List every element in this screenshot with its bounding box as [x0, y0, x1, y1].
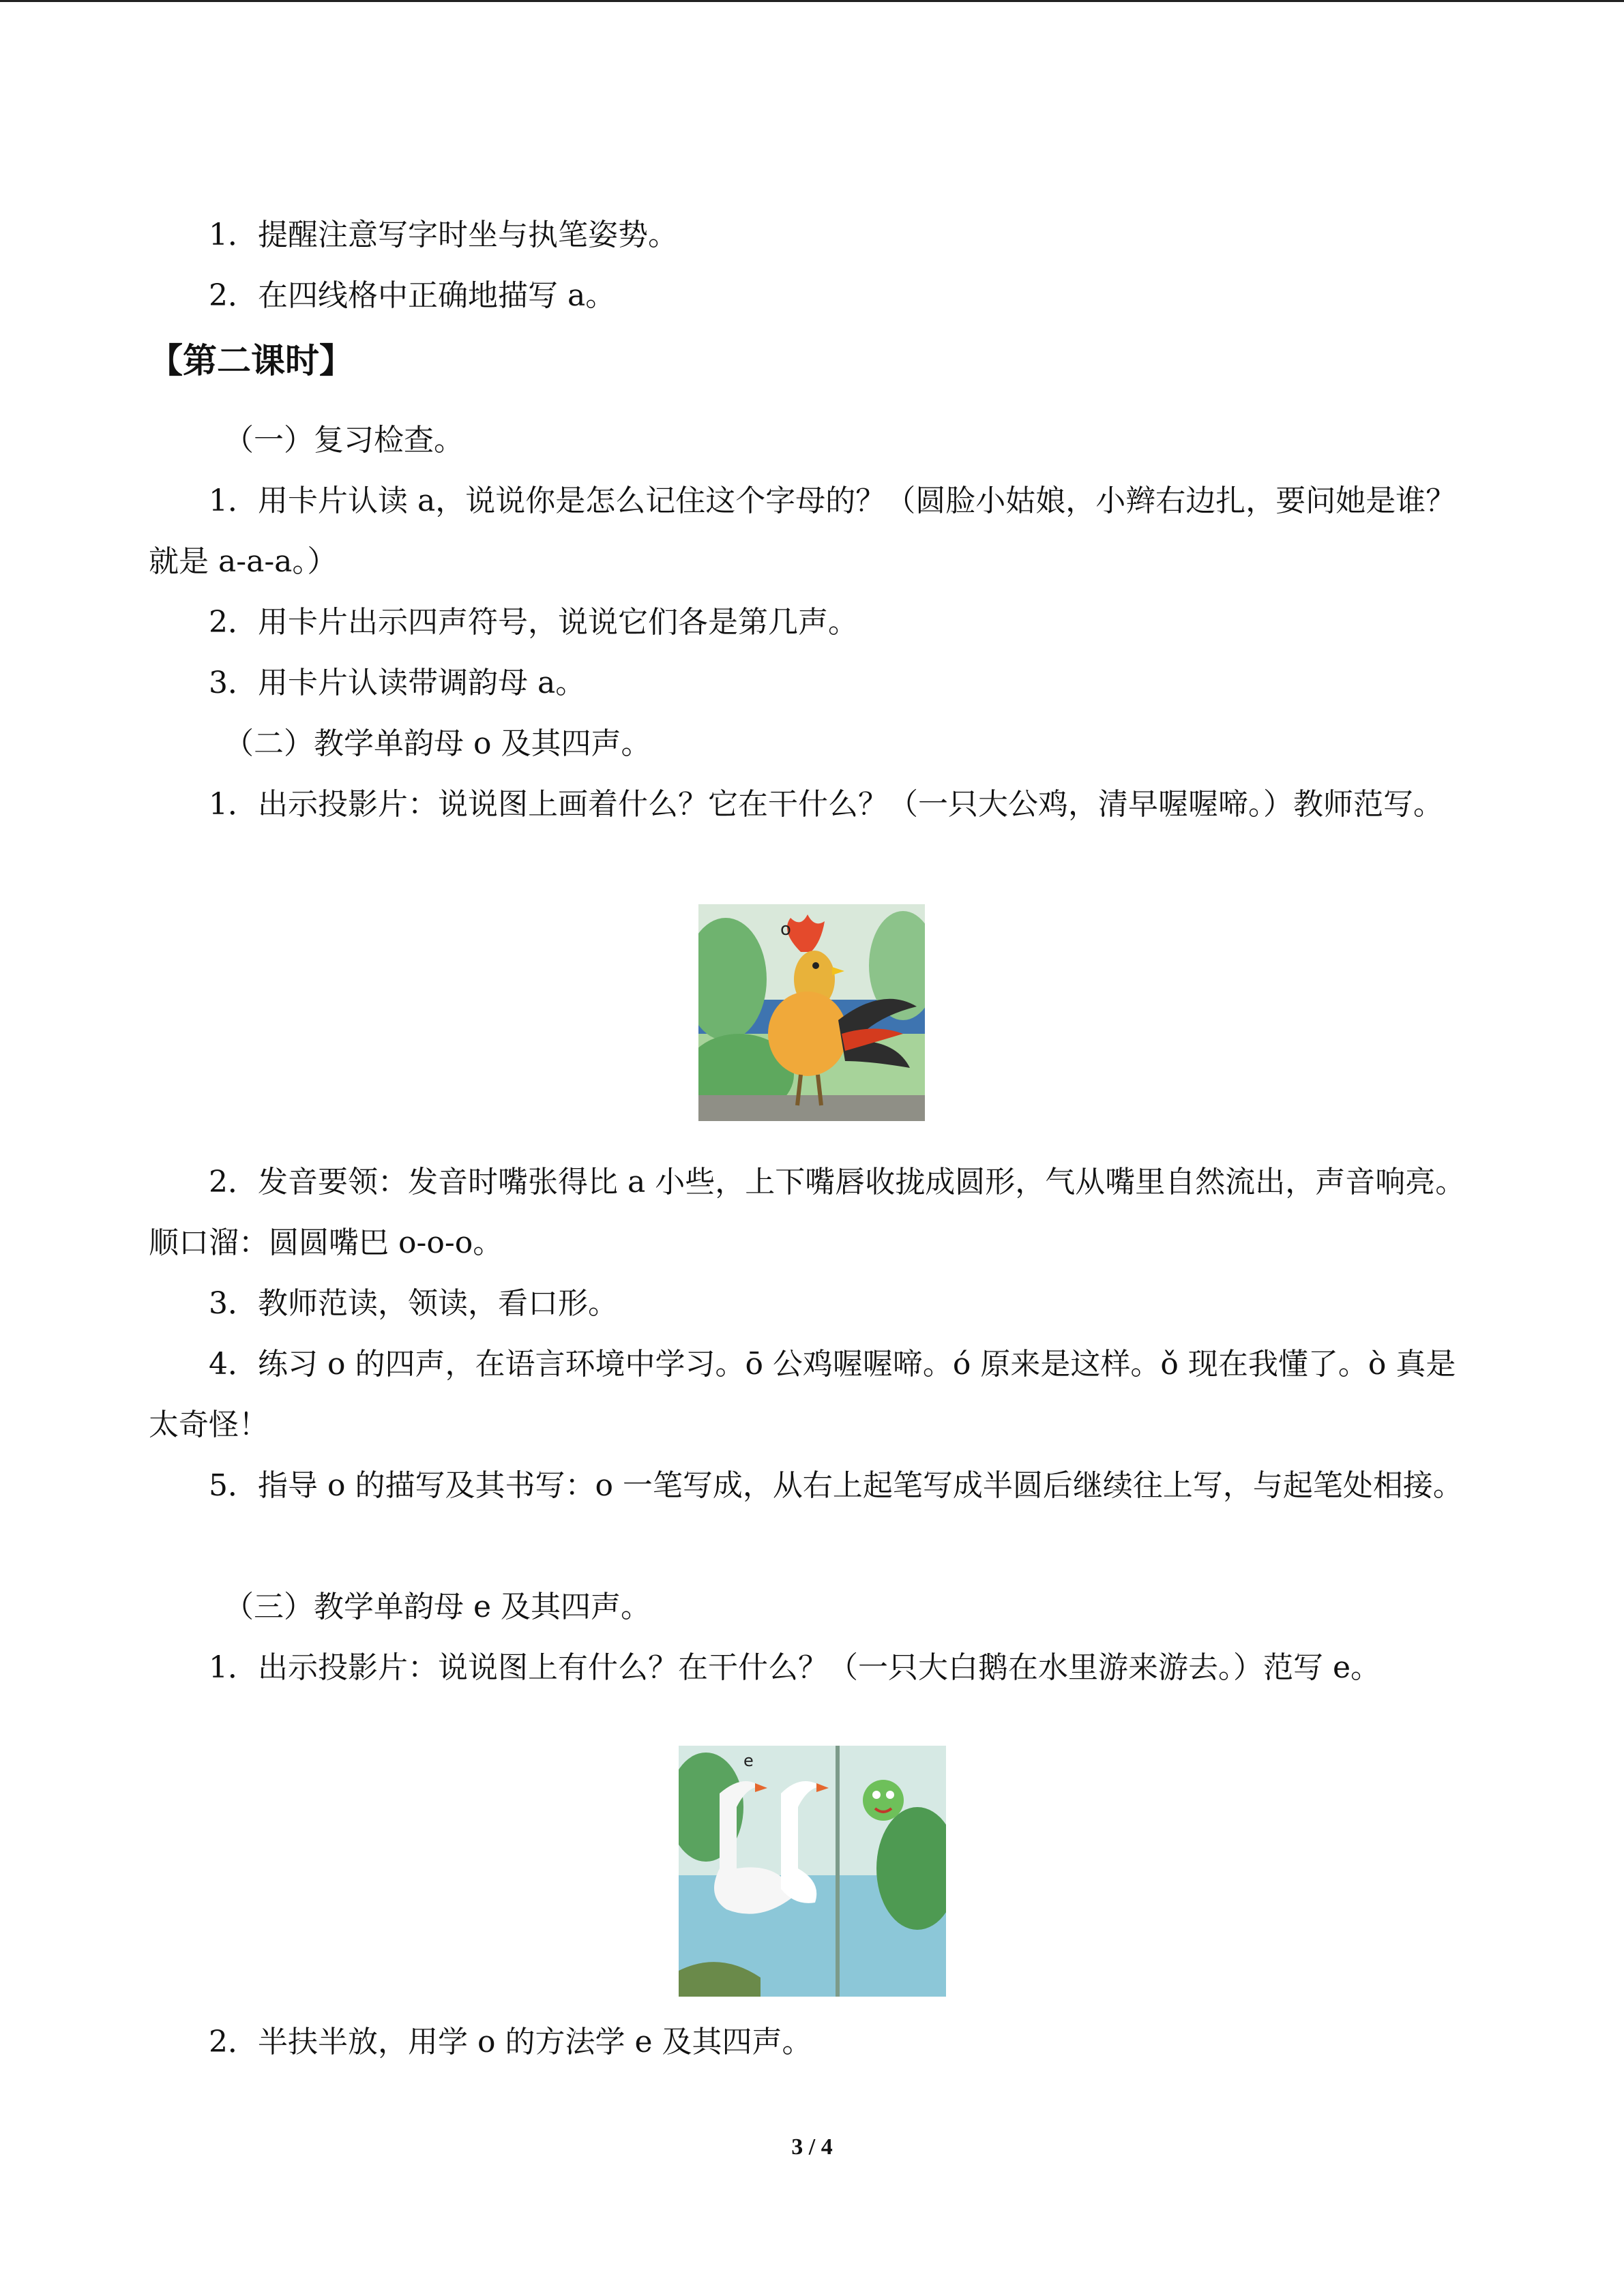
rooster-illustration [698, 904, 925, 1121]
part2-item-5: 5．指导 o 的描写及其书写：o 一笔写成，从右上起笔写成半圆后继续往上写，与起笔处相接。 [209, 1468, 1463, 1503]
lesson-heading: 【第二课时】 [149, 341, 353, 381]
part2-item-4: 4．练习 o 的四声，在语言环境中学习。ō 公鸡喔喔啼。ó 原来是这样。ǒ 现在我懂了。ò 真是太奇怪！ [149, 1347, 1456, 1442]
part1-item-3: 3．用卡片认读带调韵母 a。 [209, 666, 586, 700]
top-border [0, 0, 1624, 2]
figure-letter-e: e [743, 1751, 754, 1770]
part3-item-2: 2．半扶半放，用学 o 的方法学 e 及其四声。 [209, 2025, 812, 2059]
part1-item-2: 2．用卡片出示四声符号，说说它们各是第几声。 [209, 605, 858, 640]
part3-item-1: 1．出示投影片：说说图上有什么？在干什么？（一只大白鹅在水里游来游去。）范写 e。 [209, 1650, 1381, 1685]
writing-item-1: 1．提醒注意写字时坐与执笔姿势。 [209, 218, 678, 252]
figure-letter-o: o [780, 919, 791, 940]
part2-title: （二）教学单韵母 o 及其四声。 [224, 726, 651, 761]
part2-item-2: 2．发音要领：发音时嘴张得比 a 小些，上下嘴唇收拢成圆形，气从嘴里自然流出，声音响亮。顺口溜：圆圆嘴巴 o-o-o。 [149, 1165, 1466, 1260]
swan-illustration [679, 1746, 946, 1997]
part1-item-1: 1．用卡片认读 a，说说你是怎么记住这个字母的？（圆脸小姑娘，小辫右边扎，要问她是谁？就是 a-a-a。） [149, 483, 1456, 579]
part2-item-1: 1．出示投影片：说说图上画着什么？它在干什么？（一只大公鸡，清早喔喔啼。）教师范写。 [209, 787, 1443, 822]
page-number: 3 / 4 [791, 2134, 833, 2160]
part3-title: （三）教学单韵母 e 及其四声。 [224, 1590, 651, 1624]
part1-title: （一）复习检查。 [224, 423, 464, 458]
writing-item-2: 2．在四线格中正确地描写 a。 [209, 278, 616, 313]
part2-item-3: 3．教师范读，领读，看口形。 [209, 1286, 618, 1321]
